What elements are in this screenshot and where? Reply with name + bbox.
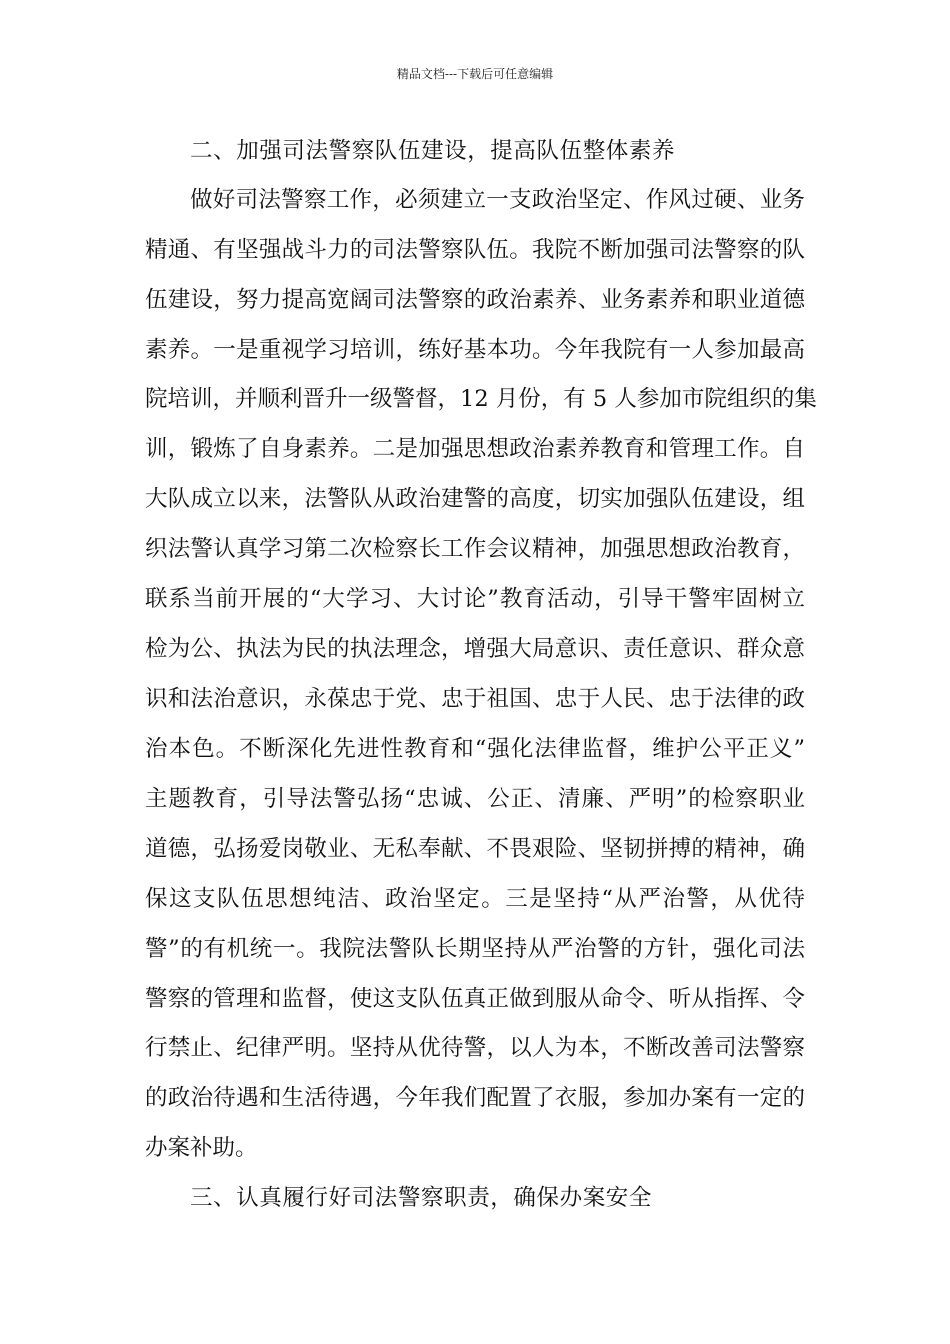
paragraph-line: 伍建设，努力提高宽阔司法警察的政治素养、业务素养和职业道德 <box>145 287 805 313</box>
paragraph-line: 行禁止、纪律严明。坚持从优待警，以人为本，不断改善司法警察 <box>145 1035 805 1061</box>
section-heading-2: 二、加强司法警察队伍建设，提高队伍整体素养 <box>190 138 676 164</box>
paragraph-line: 训，锻炼了自身素养。二是加强思想政治素养教育和管理工作。自 <box>145 436 805 462</box>
paragraph-line: 保这支队伍思想纯洁、政治坚定。三是坚持“从严治警，从优待 <box>145 886 805 912</box>
paragraph-line: 素养。一是重视学习培训，练好基本功。今年我院有一人参加最高 <box>145 337 805 363</box>
paragraph-line: 大队成立以来，法警队从政治建警的高度，切实加强队伍建设，组 <box>145 486 805 512</box>
page-header: 精品文档---下载后可任意编辑 <box>396 67 554 81</box>
paragraph-line: 警”的有机统一。我院法警队长期坚持从严治警的方针，强化司法 <box>145 936 805 962</box>
paragraph-line: 道德，弘扬爱岗敬业、无私奉献、不畏艰险、坚韧拼搏的精神，确 <box>145 836 805 862</box>
paragraph-line: 主题教育，引导法警弘扬“忠诚、公正、清廉、严明”的检察职业 <box>145 786 805 812</box>
paragraph-line: 治本色。不断深化先进性教育和“强化法律监督，维护公平正义” <box>145 736 805 762</box>
paragraph-line: 精通、有坚强战斗力的司法警察队伍。我院不断加强司法警察的队 <box>145 237 805 263</box>
paragraph-line: 联系当前开展的“大学习、大讨论”教育活动，引导干警牢固树立 <box>145 586 805 612</box>
paragraph-line: 警察的管理和监督，使这支队伍真正做到服从命令、听从指挥、令 <box>145 986 805 1012</box>
paragraph-line: 识和法治意识，永葆忠于党、忠于祖国、忠于人民、忠于法律的政 <box>145 686 805 712</box>
paragraph-line: 的政治待遇和生活待遇，今年我们配置了衣服，参加办案有一定的 <box>145 1085 805 1111</box>
paragraph-line: 办案补助。 <box>145 1135 258 1161</box>
paragraph-line: 织法警认真学习第二次检察长工作会议精神，加强思想政治教育， <box>145 536 805 562</box>
paragraph-line: 检为公、执法为民的执法理念，增强大局意识、责任意识、群众意 <box>145 636 805 662</box>
paragraph-line: 院培训，并顺利晋升一级警督，12 月份，有 5 人参加市院组织的集 <box>145 386 817 412</box>
section-heading-3: 三、认真履行好司法警察职责，确保办案安全 <box>190 1185 653 1211</box>
paragraph-line: 做好司法警察工作，必须建立一支政治坚定、作风过硬、业务 <box>190 187 805 213</box>
